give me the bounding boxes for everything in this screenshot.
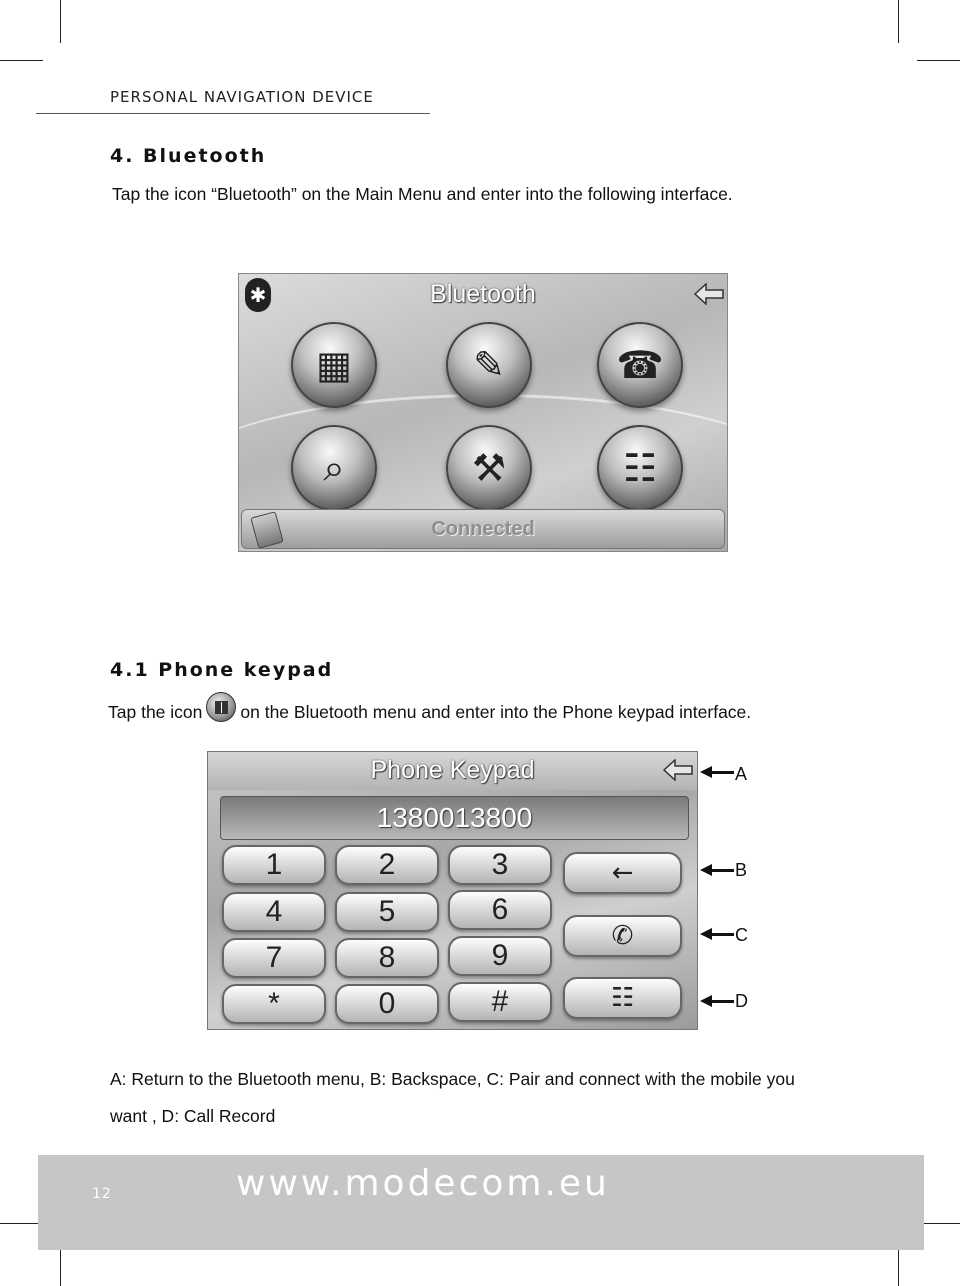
key-hash[interactable]: # <box>448 982 552 1022</box>
key-4[interactable]: 4 <box>222 892 326 932</box>
bluetooth-screen <box>238 273 728 552</box>
body-text-before-icon: Tap the icon <box>108 701 203 722</box>
crop-mark <box>60 0 61 43</box>
pair-device-icon[interactable]: ✎ <box>446 322 532 408</box>
document-header: PERSONAL NAVIGATION DEVICE <box>110 88 374 106</box>
call-record-icon: ☷ <box>610 983 635 1013</box>
call-button[interactable] <box>563 915 682 957</box>
backspace-icon: ← <box>611 858 634 888</box>
key-star[interactable]: * <box>222 984 326 1024</box>
bluetooth-screen-title: Bluetooth <box>430 280 536 308</box>
body-text-after-icon: on the Bluetooth menu and enter into the Phone keypad interface. <box>240 701 752 722</box>
call-record-button[interactable] <box>563 977 682 1019</box>
key-8[interactable]: 8 <box>335 938 439 978</box>
search-device-icon[interactable]: ⌕ <box>291 425 377 511</box>
dialed-number: 1380013800 <box>376 802 533 833</box>
crop-mark <box>0 60 43 61</box>
key-1[interactable]: 1 <box>222 845 326 885</box>
caption-line-2: want , D: Call Record <box>110 1106 276 1126</box>
section-body-phone-keypad <box>108 697 751 727</box>
callout-arrow-c <box>700 929 734 939</box>
keypad-caption <box>110 1061 870 1135</box>
backspace-button[interactable] <box>563 852 682 894</box>
phone-keypad-icon <box>206 692 236 722</box>
crop-mark <box>917 60 960 61</box>
bluetooth-menu-grid <box>291 322 687 514</box>
callout-label-c: C <box>735 925 748 945</box>
section-heading-phone-keypad: 4.1 Phone keypad <box>110 659 334 681</box>
key-9[interactable]: 9 <box>448 936 552 976</box>
connection-status: Connected <box>431 518 535 540</box>
connection-status-bar <box>241 509 725 549</box>
crop-mark <box>0 1223 43 1224</box>
crop-mark <box>898 0 899 43</box>
callout-label-d: D <box>735 991 748 1011</box>
key-7[interactable]: 7 <box>222 938 326 978</box>
number-display <box>220 796 689 840</box>
phone-keypad-screen <box>207 751 698 1030</box>
key-0[interactable]: 0 <box>335 984 439 1024</box>
key-3[interactable]: 3 <box>448 845 552 885</box>
callout-label-a: A <box>735 764 748 784</box>
bluetooth-logo-icon: ✱ <box>245 278 271 312</box>
back-arrow-icon[interactable] <box>663 759 693 781</box>
callout-arrow-b <box>700 865 734 875</box>
call-record-icon[interactable]: ☷ <box>597 425 683 511</box>
section-body-bluetooth: Tap the icon “Bluetooth” on the Main Menu and enter into the following interface. <box>112 184 733 204</box>
website-url: www.modecom.eu <box>236 1163 610 1204</box>
callout-label-b: B <box>735 860 748 880</box>
keypad-header <box>208 752 697 790</box>
key-6[interactable]: 6 <box>448 890 552 930</box>
call-icon: ✆ <box>611 921 634 951</box>
call-icon[interactable]: ☎ <box>597 322 683 408</box>
header-rule <box>36 113 430 114</box>
callout-arrow-d <box>700 996 734 1006</box>
page-number: 12 <box>92 1186 112 1202</box>
keypad-screen-title: Phone Keypad <box>370 756 535 784</box>
caption-line-1: A: Return to the Bluetooth menu, B: Backspace, C: Pair and connect with the mobile you <box>110 1069 795 1089</box>
key-5[interactable]: 5 <box>335 892 439 932</box>
phone-keypad-icon[interactable]: ▦ <box>291 322 377 408</box>
settings-icon[interactable]: ⚒ <box>446 425 532 511</box>
back-arrow-icon[interactable] <box>694 283 724 305</box>
callout-arrow-a <box>700 767 734 777</box>
key-2[interactable]: 2 <box>335 845 439 885</box>
section-heading-bluetooth: 4. Bluetooth <box>110 145 267 167</box>
